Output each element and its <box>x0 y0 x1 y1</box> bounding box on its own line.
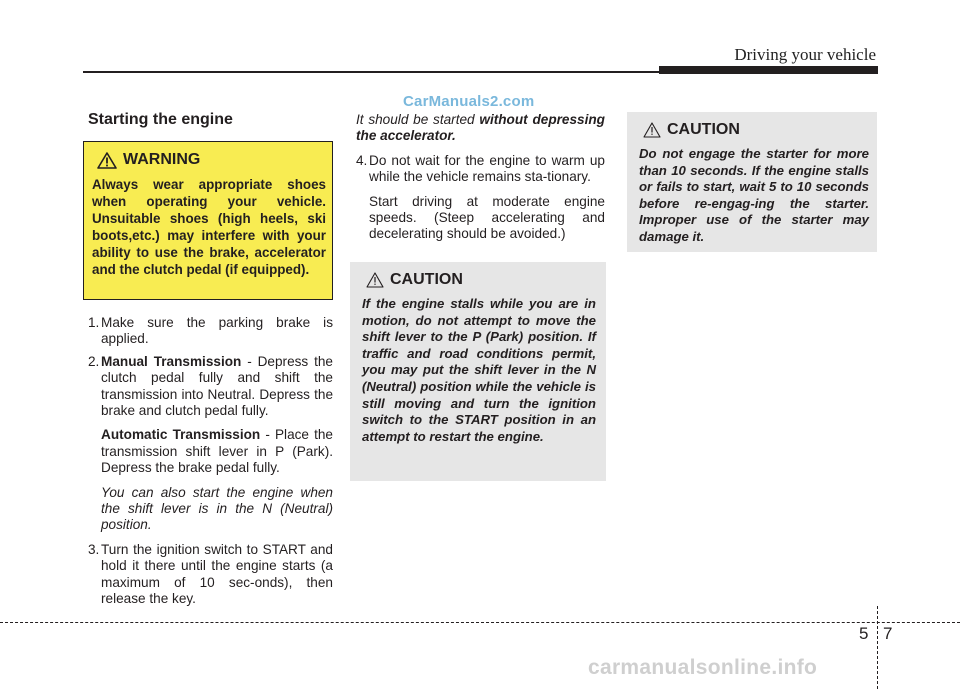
header-rule-thick <box>659 66 878 74</box>
step-2-automatic-label: Automatic Transmission <box>101 427 261 443</box>
step-2-manual-label: Manual Transmission <box>101 353 242 369</box>
step-4-text: Do not wait for the engine to warm up while the vehicle remains sta-tionary. <box>369 152 605 185</box>
step-2 <box>88 354 333 420</box>
caution-heading-label: CAUTION <box>390 271 463 288</box>
warning-triangle-icon <box>97 152 117 169</box>
step-2-automatic <box>88 427 333 476</box>
step-2-manual-text: - Depress the clutch pedal fully and shift the transmission into Neutral. Depress the brake and clutch pedal fully. <box>101 353 333 419</box>
caution-heading-label: CAUTION <box>667 121 740 138</box>
step-2-number: 2. <box>88 353 100 369</box>
step-3-continuation <box>356 112 605 145</box>
step-3-number: 3. <box>88 541 100 557</box>
step-2-note: You can also start the engine when the shift lever is in the N (Neutral) position. <box>101 484 333 533</box>
watermark-bottom: carmanualsonline.info <box>588 656 818 679</box>
page-number: 7 <box>883 624 893 643</box>
step-4-extra: Start driving at moderate engine speeds. (Steep accelerating and decelerating should be avoided.) <box>369 193 605 242</box>
step-1-number: 1. <box>88 315 100 330</box>
steps-middle-column <box>356 112 605 243</box>
section-title: Starting the engine <box>88 111 233 128</box>
caution-body: Do not engage the starter for more than 10 seconds. If the engine stalls or fails to start, wait 5 to 10 seconds before re-engag-ing the starter. Improper use of the starter may damage it. <box>639 146 869 244</box>
warning-box <box>83 141 333 300</box>
caution-body: If the engine stalls while you are in motion, do not attempt to move the shift lever to the P (Park) position. If traffic and road conditions permit, you may put the shift lever in the N (Neutral) position while the vehicle is still moving and turn the ignition switch to the START position in an attempt to restart the engine. <box>362 296 596 444</box>
caution-heading <box>643 121 740 139</box>
step-3-text: Turn the ignition switch to START and hold it there until the engine starts (a maximum of 10 sec-onds), then release the key. <box>101 541 333 607</box>
step-2-automatic-text: - Place the transmission shift lever in P (Park). Depress the brake pedal fully. <box>101 427 333 476</box>
step-3-continuation-bold: without depressing the accelerator. <box>356 112 605 144</box>
warning-heading-label: WARNING <box>123 151 201 168</box>
watermark-top: CarManuals2.com <box>403 93 535 110</box>
page-chapter-number: 5 <box>859 624 869 643</box>
step-4-number: 4. <box>356 152 368 168</box>
warning-body: Always wear appropriate shoes when operating your vehicle. Unsuitable shoes (high heels, ski boots,etc.) may interfere with your ability to use the brake, accelerator and the clutch pedal (if equipped). <box>92 177 326 277</box>
step-4 <box>356 153 605 186</box>
step-3 <box>88 542 333 608</box>
page-number-divider <box>877 606 878 689</box>
header-title: Driving your vehicle <box>734 45 876 64</box>
step-3-continuation-italic: It should be started <box>356 112 480 127</box>
caution-heading <box>366 271 463 289</box>
caution-triangle-icon <box>643 122 661 138</box>
footer-divider <box>0 622 960 623</box>
caution-box-engine-stall <box>350 262 606 481</box>
steps-left-column <box>88 315 333 608</box>
step-1 <box>88 315 333 348</box>
step-1-text: Make sure the parking brake is applied. <box>101 315 333 347</box>
caution-triangle-icon <box>366 272 384 288</box>
header-rule-thin <box>83 71 661 73</box>
warning-heading <box>97 151 200 169</box>
caution-box-starter <box>627 112 877 252</box>
